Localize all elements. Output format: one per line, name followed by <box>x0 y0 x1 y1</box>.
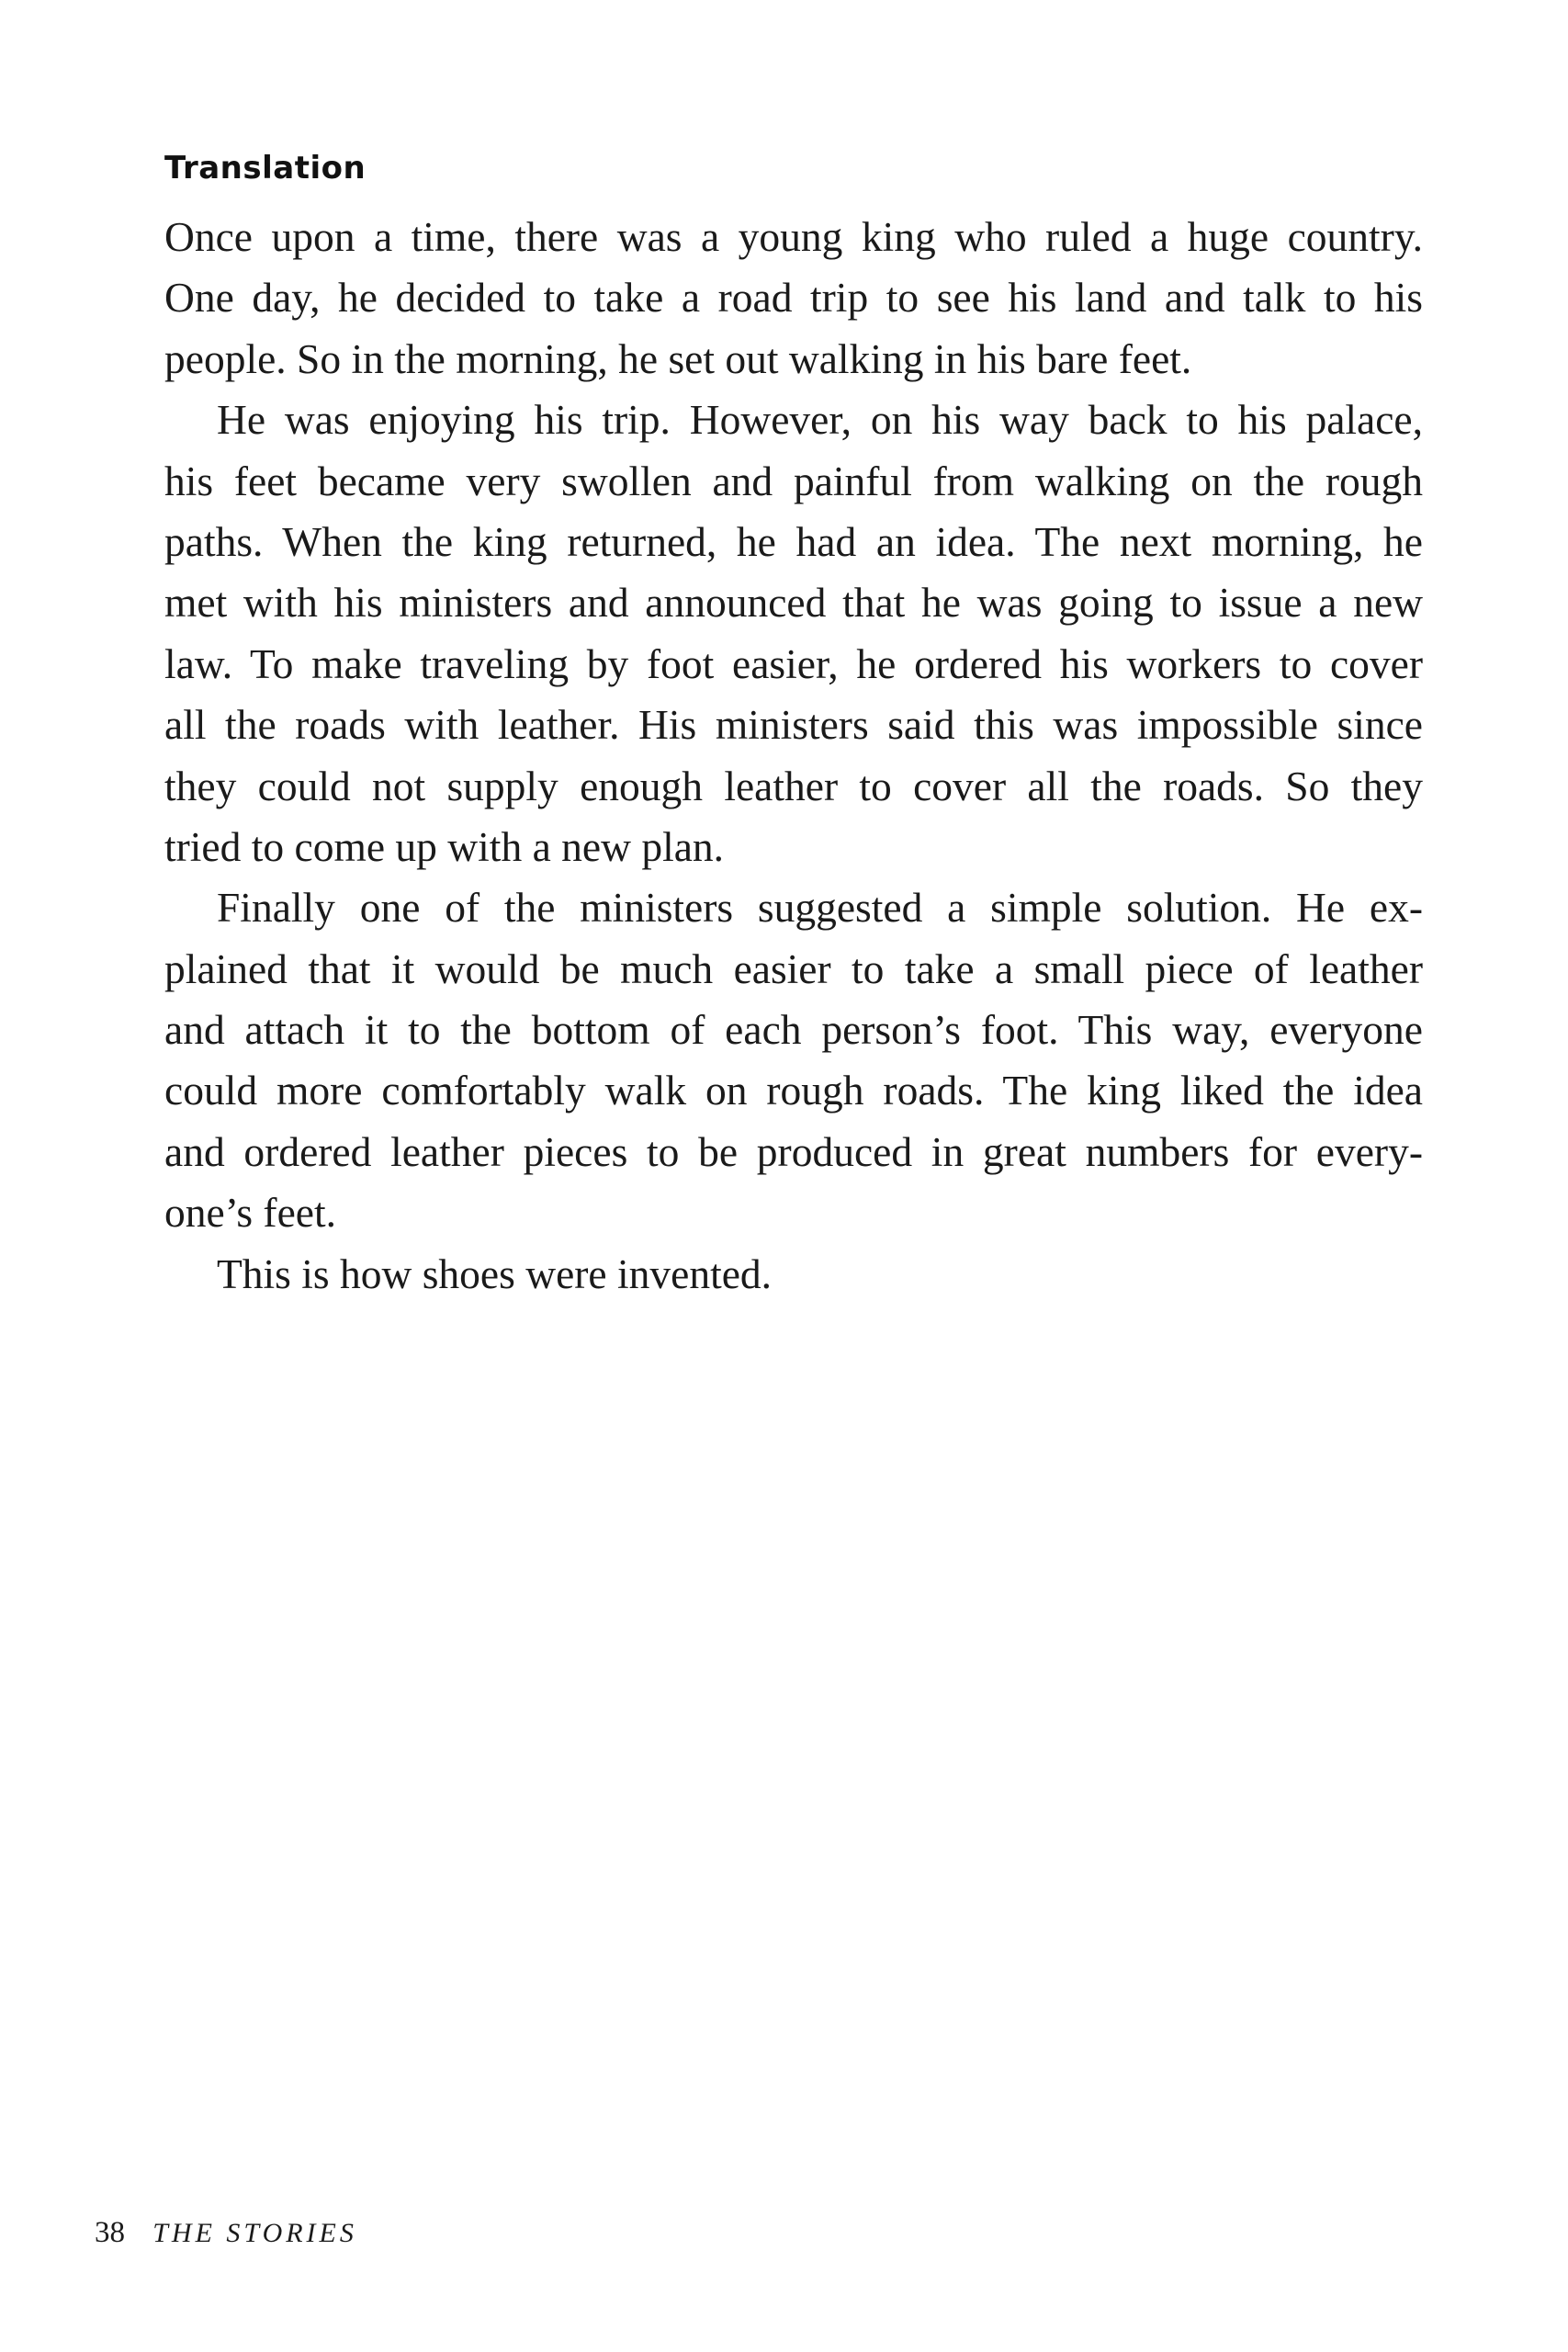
page-number: 38 <box>95 2216 125 2249</box>
text-line: law. To make traveling by foot easier, he ordered his workers to cover <box>164 639 1423 687</box>
text-line: Finally one of the ministers suggested a simple solution. He ex- <box>217 884 1423 932</box>
section-heading: Translation <box>164 150 367 187</box>
text-line: and attach it to the bottom of each person’s foot. This way, everyone <box>164 1006 1423 1054</box>
text-line: He was enjoying his trip. However, on his way back to his palace, <box>217 396 1423 444</box>
text-line: paths. When the king returned, he had an idea. The next morning, he <box>164 517 1423 565</box>
text-line: people. So in the morning, he set out walking in his bare feet. <box>164 334 1192 382</box>
running-head: THE STORIES <box>152 2218 357 2248</box>
page-footer <box>95 2216 357 2250</box>
text-line: tried to come up with a new plan. <box>164 822 725 870</box>
text-line: one’s feet. <box>164 1189 336 1237</box>
story-text <box>164 207 1423 1305</box>
text-line: they could not supply enough leather to cover all the roads. So they <box>164 762 1423 809</box>
text-line: Once upon a time, there was a young king who ruled a huge country. <box>164 213 1423 260</box>
text-line: all the roads with leather. His ministers said this was impossible since <box>164 701 1423 749</box>
text-line: and ordered leather pieces to be produced in great numbers for every- <box>164 1127 1423 1175</box>
text-line: plained that it would be much easier to take a small piece of leather <box>164 944 1423 992</box>
text-line: could more comfortably walk on rough roads. The king liked the idea <box>164 1067 1423 1114</box>
text-line: his feet became very swollen and painful from walking on the rough <box>164 457 1423 504</box>
text-line: met with his ministers and announced that he was going to issue a new <box>164 579 1423 627</box>
text-line: This is how shoes were invented. <box>217 1250 773 1297</box>
text-line: One day, he decided to take a road trip to see his land and talk to his <box>164 274 1423 322</box>
